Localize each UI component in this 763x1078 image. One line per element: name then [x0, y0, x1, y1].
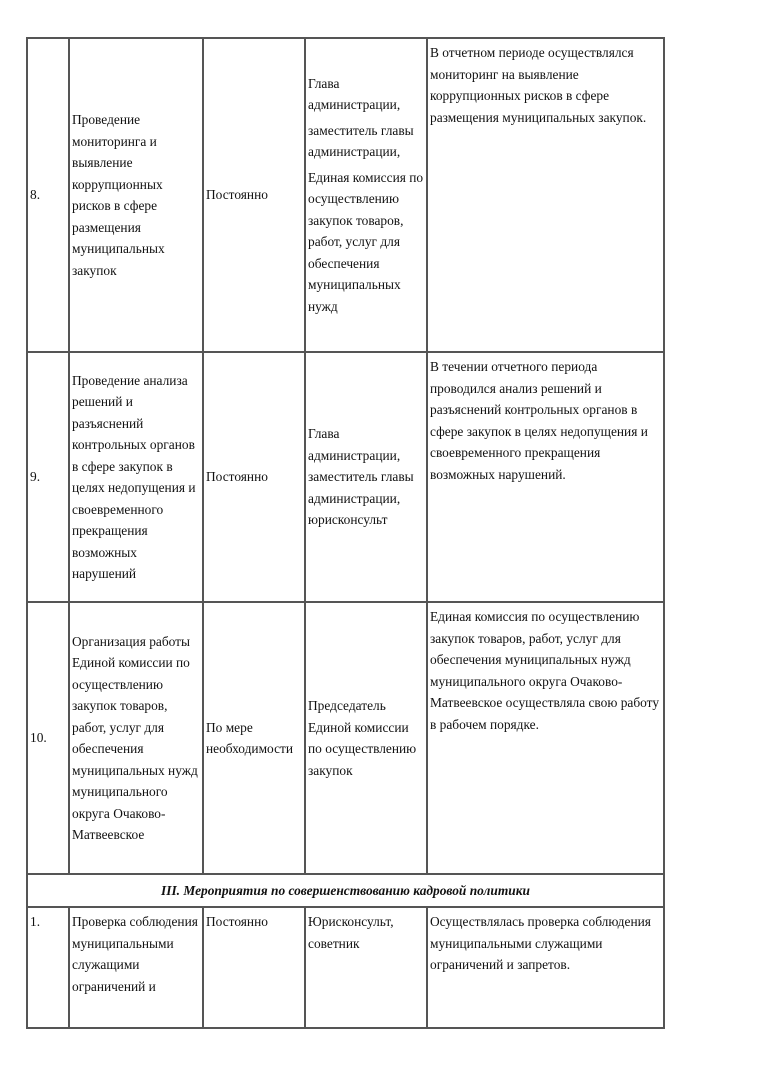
activity-cell: Проверка соблюдения муниципальными служащими ограничений и [69, 907, 203, 1028]
result-cell: В отчетном периоде осуществлялся мониторинг на выявление коррупционных рисков в сфере размещения муниципальных закупок. [427, 38, 664, 352]
row-number: 9. [27, 352, 69, 602]
responsible-part: Глава администрации, заместитель главы администрации, юрисконсульт [308, 426, 414, 528]
responsible-part: Глава администрации, [308, 75, 401, 113]
row-number: 1. [27, 907, 69, 1028]
document-table [26, 37, 665, 1029]
term-cell: Постоянно [203, 907, 305, 1028]
row-number: 8. [27, 38, 69, 352]
term-cell: По мере необходимости [203, 602, 305, 874]
row-number: 10. [27, 602, 69, 874]
responsible-cell [305, 38, 427, 352]
table-row [27, 907, 664, 1028]
section-heading: III. Мероприятия по совершенствованию кадровой политики [27, 874, 664, 907]
result-cell: В течении отчетного периода проводился анализ решений и разъяснений контрольных органов в сфере закупок в целях недопущения и своевременного прекращения возможных нарушений. [427, 352, 664, 602]
responsible-part: заместитель главы администрации, [308, 122, 414, 160]
activity-cell: Организация работы Единой комиссии по осуществлению закупок товаров, работ, услуг для обеспечения муниципальных нужд муниципального округа Очаково-Матвеевское [69, 602, 203, 874]
section-row [27, 874, 664, 907]
responsible-part: Председатель Единой комиссии по осуществлению закупок [308, 698, 417, 778]
table-row [27, 602, 664, 874]
table-row [27, 38, 664, 352]
term-cell: Постоянно [203, 352, 305, 602]
activity-cell: Проведение мониторинга и выявление коррупционных рисков в сфере размещения муниципальных закупок [69, 38, 203, 352]
responsible-cell: Юрисконсульт, советник [305, 907, 427, 1028]
responsible-part: Единая комиссия по осуществлению закупок товаров, работ, услуг для обеспечения муниципальных нужд [308, 169, 424, 314]
table-row [27, 352, 664, 602]
responsible-cell [305, 352, 427, 602]
result-cell: Единая комиссия по осуществлению закупок товаров, работ, услуг для обеспечения муниципальных нужд муниципального округа Очаково-Матвеевское осуществляла свою работу в рабочем порядке. [427, 602, 664, 874]
responsible-cell [305, 602, 427, 874]
result-cell: Осуществлялась проверка соблюдения муниципальными служащими ограничений и запретов. [427, 907, 664, 1028]
activity-cell: Проведение анализа решений и разъяснений контрольных органов в сфере закупок в целях недопущения и своевременного прекращения возможных нарушений [69, 352, 203, 602]
term-cell: Постоянно [203, 38, 305, 352]
